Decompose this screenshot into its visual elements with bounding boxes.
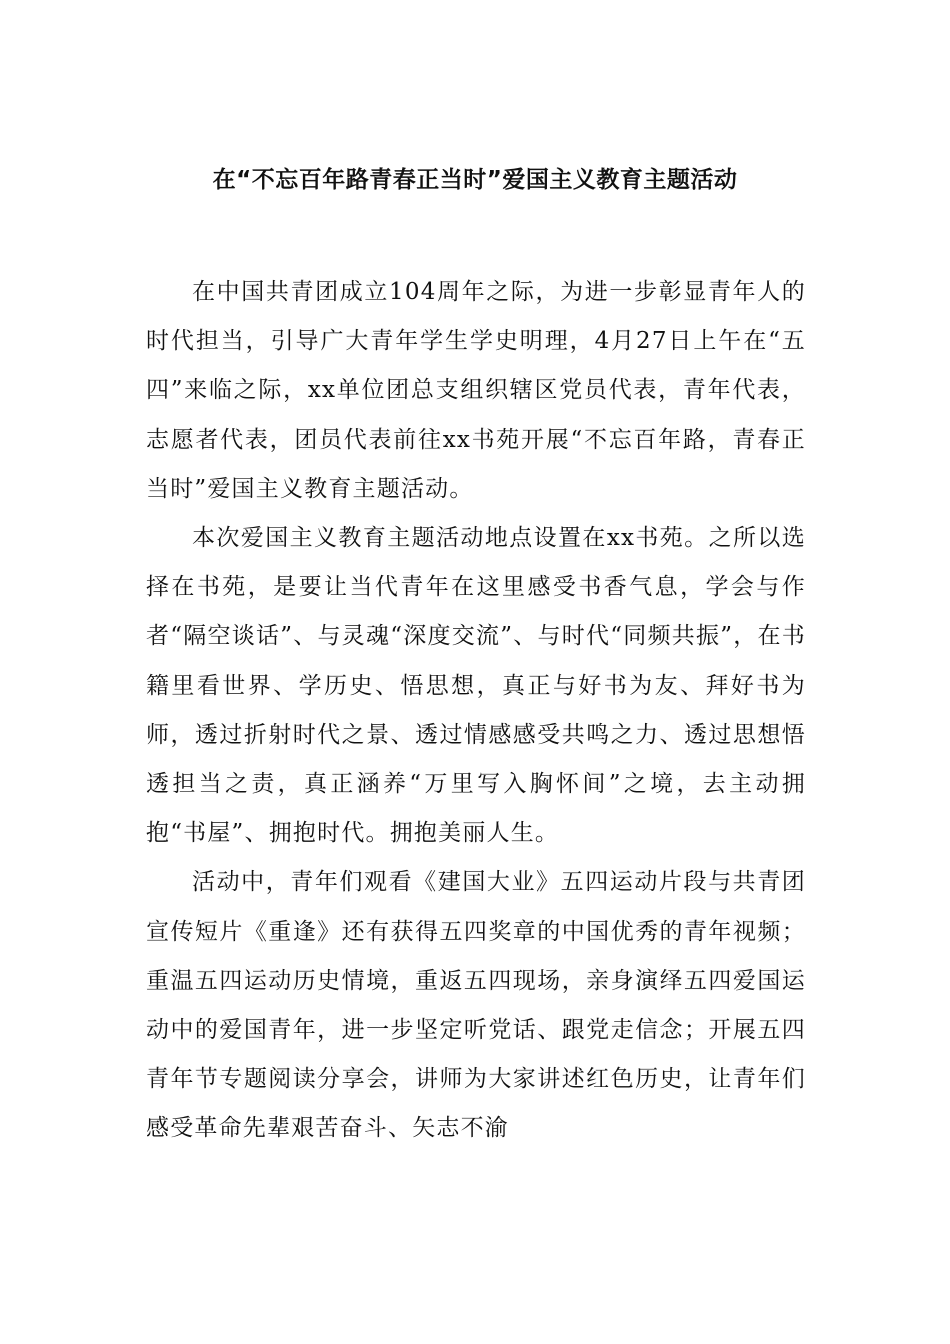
paragraph-3: 活动中，青年们观看《建国大业》五四运动片段与共青团宣传短片《重逢》还有获得五四奖章的中国优秀的青年视频；重温五四运动历史情境，重返五四现场，亲身演绎五四爱国运动中的爱国青年，进一步坚定听党话、跟党走信念；开展五四青年节专题阅读分享会，讲师为大家讲述红色历史，让青年们感受革命先辈艰苦奋斗、矢志不渝 xyxy=(146,869,806,1142)
paragraph-1: 在中国共青团成立104周年之际，为进一步彰显青年人的时代担当，引导广大青年学生学史明理，4月27日上午在“五四”来临之际，xx单位团总支组织辖区党员代表，青年代表，志愿者代表，团员代表前往xx书苑开展“不忘百年路，青春正当时”爱国主义教育主题活动。 xyxy=(146,279,806,502)
document-body xyxy=(146,268,806,1154)
document-title: 在“不忘百年路青春正当时”爱国主义教育主题活动 xyxy=(212,167,738,193)
paragraph-2: 本次爱国主义教育主题活动地点设置在xx书苑。之所以选择在书苑，是要让当代青年在这里感受书香气息，学会与作者“隔空谈话”、与灵魂“深度交流”、与时代“同频共振”，在书籍里看世界、学历史、悟思想，真正与好书为友、拜好书为师，透过折射时代之景、透过情感感受共鸣之力、透过思想悟透担当之责，真正涵养“万里写入胸怀间”之境，去主动拥抱“书屋”、拥抱时代。拥抱美丽人生。 xyxy=(146,525,806,847)
